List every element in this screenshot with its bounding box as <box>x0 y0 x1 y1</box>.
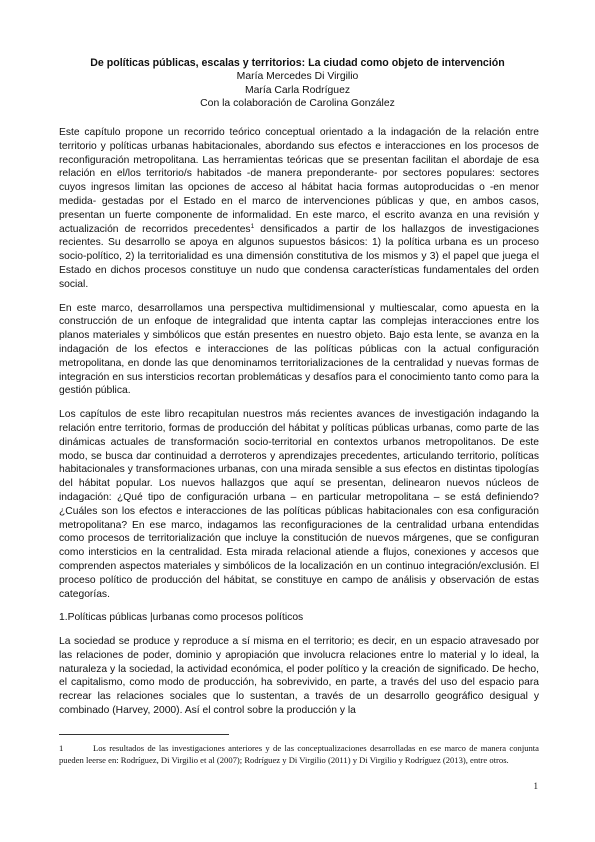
footnote-number: 1 <box>59 743 64 753</box>
paragraph-text: densificados a partir de los hallazgos de investigaciones recientes. Su desarrollo se apoya en algunos supuestos básicos: 1) la política urbana es un proceso socio-político, 2) la territorialidad es una dimensión constitutiva de los mismos y 3) el papel que juega el Estado en dichos procesos constituye un nudo que condensa características fundamentales del orden social. <box>59 223 539 290</box>
document-body <box>59 126 539 728</box>
document-title: De políticas públicas, escalas y territorios: La ciudad como objeto de intervención <box>90 57 505 69</box>
footnote <box>59 742 539 766</box>
paragraph: Los capítulos de este libro recapitulan nuestros más recientes avances de investigación indagando la relación entre territorio, formas de producción del hábitat y políticas públicas urbanas, como parte de las dinámicas actuales de transformación socio-territorial en contextos urbanos metropolitanos. De este modo, se busca dar continuidad a derroteros y aprendizajes precedentes, articulando territorio, políticas habitacionales y transformaciones urbanas, con una mirada sensible a sus efectos en distintas tipologías del hábitat popular. Los nuevos hallazgos que aquí se presentan, delinearon nuevos núcleos de indagación: ¿Qué tipo de configuración urbana – en particular metropolitana – se está definiendo? ¿Cuáles son los efectos e interacciones de las políticas públicas habitacionales con esa configuración metropolitana? En ese marco, indagamos las reconfiguraciones de la centralidad urbana entendidas como procesos de territorialización que incluye la constitución de nuevos márgenes, que se configuran como intersticios en la centralidad. Esta mirada relacional atiende a flujos, conexiones y accesos que comprenden aspectos materiales y simbólicos de la localización en un continuo integración/exclusión. El proceso político de producción del hábitat, se constituye en campo de análisis y observación de estas categorías. <box>59 409 539 600</box>
paragraph <box>59 126 539 292</box>
footnote-reference[interactable]: 1 <box>250 222 255 230</box>
section-heading: 1.Políticas públicas |urbanas como procesos políticos <box>59 612 304 624</box>
page-number: 1 <box>533 781 538 791</box>
footnote-text: Los resultados de las investigaciones anteriores y de las conceptualizaciones desarrolladas en ese marco de manera conjunta pueden leerse en: Rodríguez, Di Virgilio et al (2007); Rodríguez y Di Virgilio (2011) y Di Virgilio y Rodríguez (2013), entre otros. <box>59 743 539 765</box>
author-name: María Carla Rodríguez <box>244 84 351 96</box>
paragraph: La sociedad se produce y reproduce a sí misma en el territorio; es decir, en un espacio atravesado por las relaciones de poder, dominio y apropiación que involucra relaciones entre lo material y lo ideal, la naturaleza y la sociedad, la actividad económica, el poder político y la creación de significado. De hecho, el capitalismo, como modo de producción, ha sobrevivido, en parte, a través del uso del espacio para recrear las relaciones sociales que lo sustentan, a través de un desarrollo geográfico desigual y combinado (Harvey, 2000). Así el control sobre la producción y la <box>59 636 539 717</box>
paragraph: En este marco, desarrollamos una perspectiva multidimensional y multiescalar, como apuesta en la construcción de un enfoque de integralidad que intenta captar las complejas interacciones entre los planos materiales y simbólicos que están presentes en nuestro objeto. Bajo esta lente, se avanza en la indagación de los efectos e interacciones de las políticas públicas con la actual configuración metropolitana, en donde las que denominamos territorializaciones de la centralidad y nuevas formas de integración en sus intersticios recortan problemáticas y desafíos para el conocimiento tanto como para la gestión pública. <box>59 302 539 397</box>
paragraph-text: Este capítulo propone un recorrido teórico conceptual orientado a la indagación de la relación entre territorio y políticas urbanas habitacionales, abordando sus efectos e interacciones en los procesos de reconfiguración metropolitana. Las herramientas teóricas que se presentan facilitan el abordaje de esa relación en el/los territorio/s habitados -de manera preponderante- por sectores populares: sectores cuyos ingresos limitan las opciones de acceso al hábitat hacia formas autoproducidas o -en menor medida- gestadas por el Estado en el marco de intervenciones públicas y que, en ambos casos, presentan un fuerte componente de informalidad. En este marco, el escrito avanza en una revisión y actualización de recorridos precedentes <box>59 127 539 235</box>
author-name: María Mercedes Di Virgilio <box>236 71 359 83</box>
footnote-separator <box>59 734 229 735</box>
collaboration-credit: Con la colaboración de Carolina González <box>200 98 395 110</box>
document-header <box>50 57 545 111</box>
